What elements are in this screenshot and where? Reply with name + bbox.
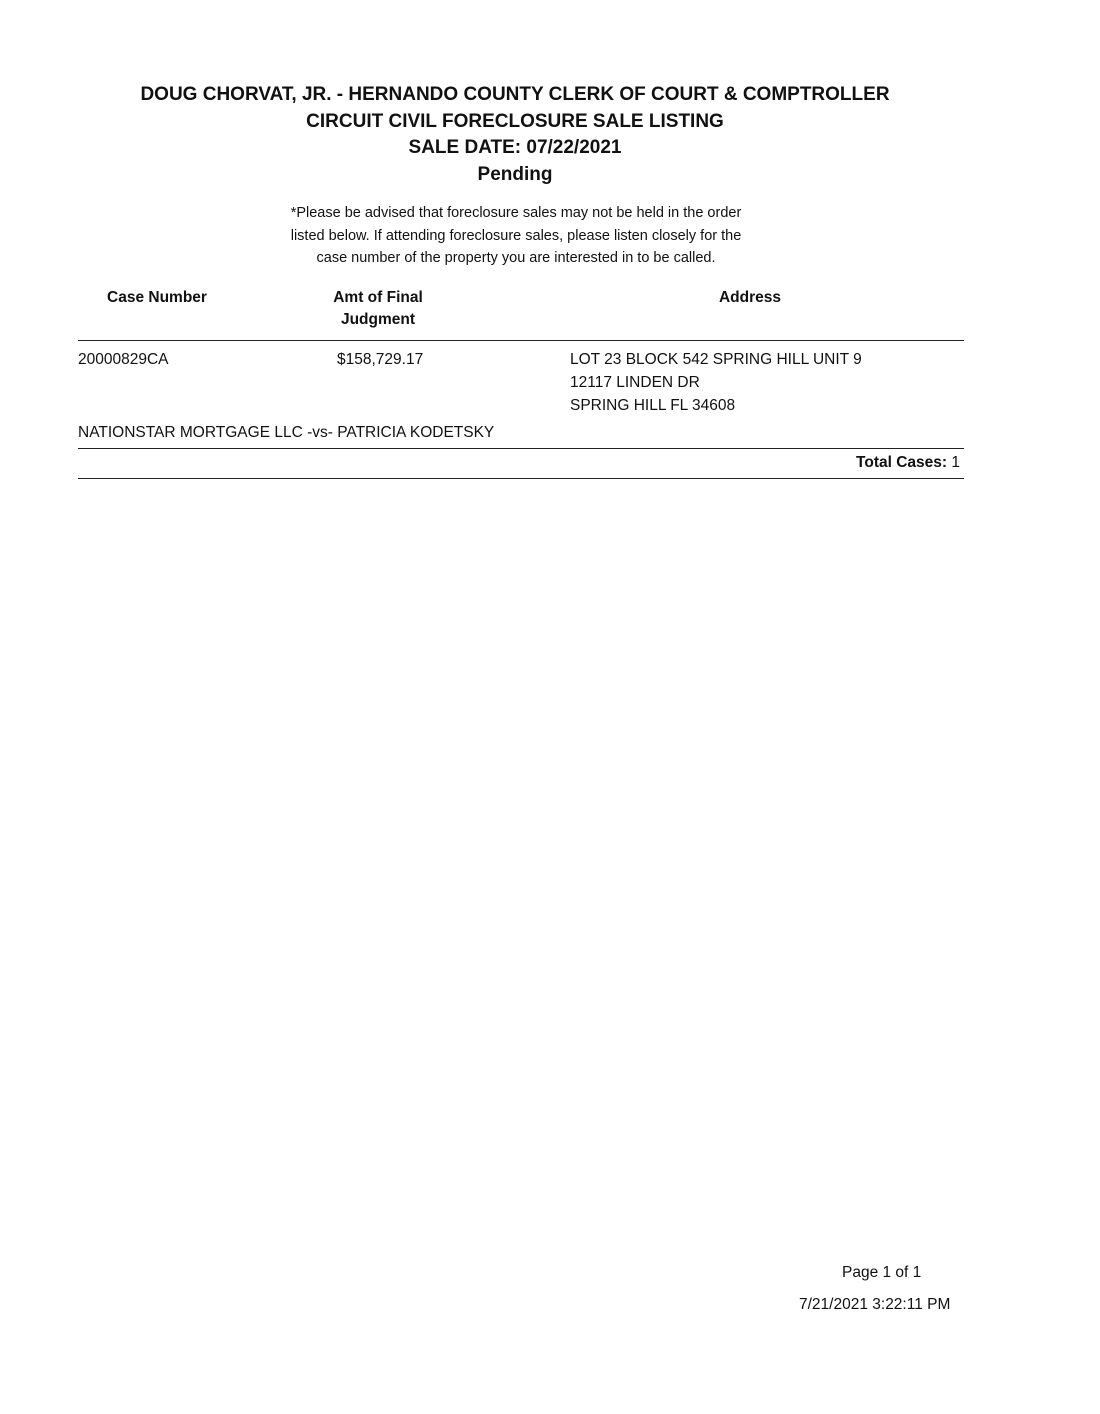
clerk-title: DOUG CHORVAT, JR. - HERNANDO COUNTY CLERK OF COURT & COMPTROLLER: [140, 84, 890, 105]
total-cases-label: Total Cases:: [856, 454, 948, 471]
total-cases: [856, 454, 960, 472]
listing-title: CIRCUIT CIVIL FORECLOSURE SALE LISTING: [306, 110, 724, 132]
page-number: Page 1 of 1: [842, 1264, 922, 1281]
case-parties: NATIONSTAR MORTGAGE LLC -vs- PATRICIA KODETSKY: [78, 424, 495, 441]
column-header-case-number: Case Number: [107, 289, 207, 306]
column-header-amount: [300, 287, 456, 331]
total-divider: [78, 478, 964, 479]
row-divider: [78, 448, 964, 449]
header-divider: [78, 340, 964, 341]
address-line-3: SPRING HILL FL 34608: [570, 397, 736, 414]
address-line-2: 12117 LINDEN DR: [570, 374, 700, 391]
case-number-cell: 20000829CA: [78, 351, 169, 368]
address-line-1: LOT 23 BLOCK 542 SPRING HILL UNIT 9: [570, 351, 862, 368]
document-header: [0, 82, 1030, 188]
column-header-amount-line-2: Judgment: [340, 311, 416, 328]
judgment-amount-cell: $158,729.17: [337, 351, 424, 368]
advisory-line-1: *Please be advised that foreclosure sales may not be held in the order: [290, 205, 742, 221]
advisory-line-2: listed below. If attending foreclosure sales, please listen closely for the: [290, 227, 742, 244]
sale-date: SALE DATE: 07/22/2021: [408, 137, 622, 158]
print-timestamp: 7/21/2021 3:22:11 PM: [799, 1296, 951, 1313]
advisory-notice: [0, 202, 1032, 270]
total-cases-value: 1: [951, 454, 960, 471]
column-header-amount-line-1: Amt of Final: [333, 289, 423, 306]
column-header-address: Address: [718, 289, 782, 306]
listing-status: Pending: [477, 163, 553, 185]
advisory-line-3: case number of the property you are interested in to be called.: [316, 250, 716, 266]
